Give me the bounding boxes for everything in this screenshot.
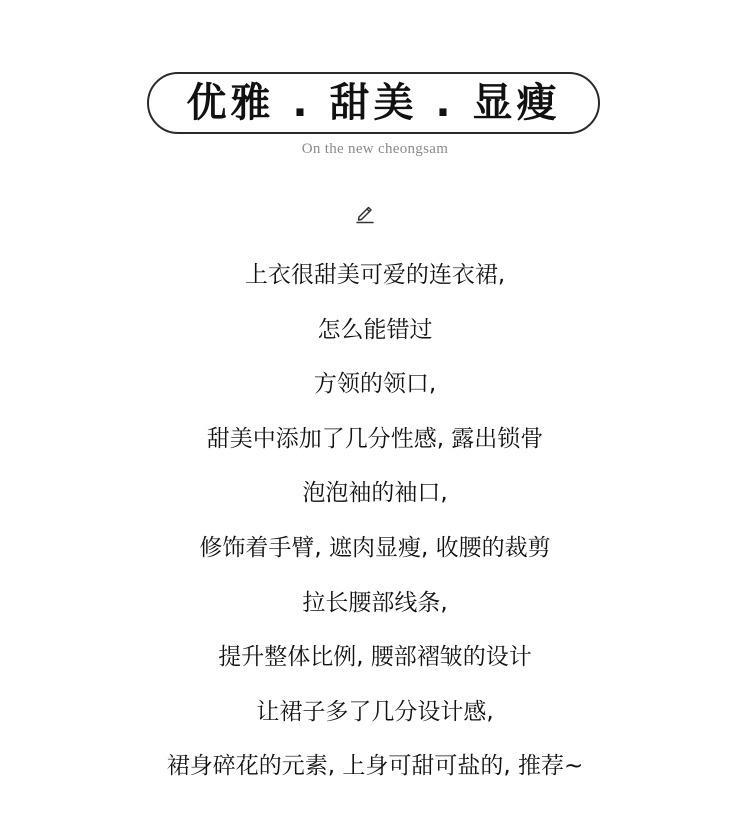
- pen-icon: [354, 202, 376, 224]
- text-line: 甜美中添加了几分性感, 露出锁骨: [206, 425, 544, 452]
- text-line: 拉长腰部线条,: [302, 589, 448, 616]
- text-line: 方领的领口,: [313, 371, 437, 398]
- text-line: 上衣很甜美可爱的连衣裙,: [244, 262, 506, 288]
- text-line: 裙身碎花的元素, 上身可甜可盐的, 推荐~: [166, 753, 584, 780]
- page-subtitle: On the new cheongsam: [301, 141, 449, 157]
- description-text: [0, 248, 750, 794]
- text-line: 怎么能错过: [317, 316, 433, 343]
- text-line: 泡泡袖的袖口,: [302, 480, 448, 507]
- title-frame: [147, 72, 600, 134]
- text-line: 让裙子多了几分设计感,: [256, 698, 494, 725]
- text-line: 修饰着手臂, 遮肉显瘦, 收腰的裁剪: [199, 534, 551, 561]
- text-line: 提升整体比例, 腰部褶皱的设计: [218, 644, 532, 671]
- page-title: 优雅 . 甜美 . 显瘦: [186, 80, 561, 126]
